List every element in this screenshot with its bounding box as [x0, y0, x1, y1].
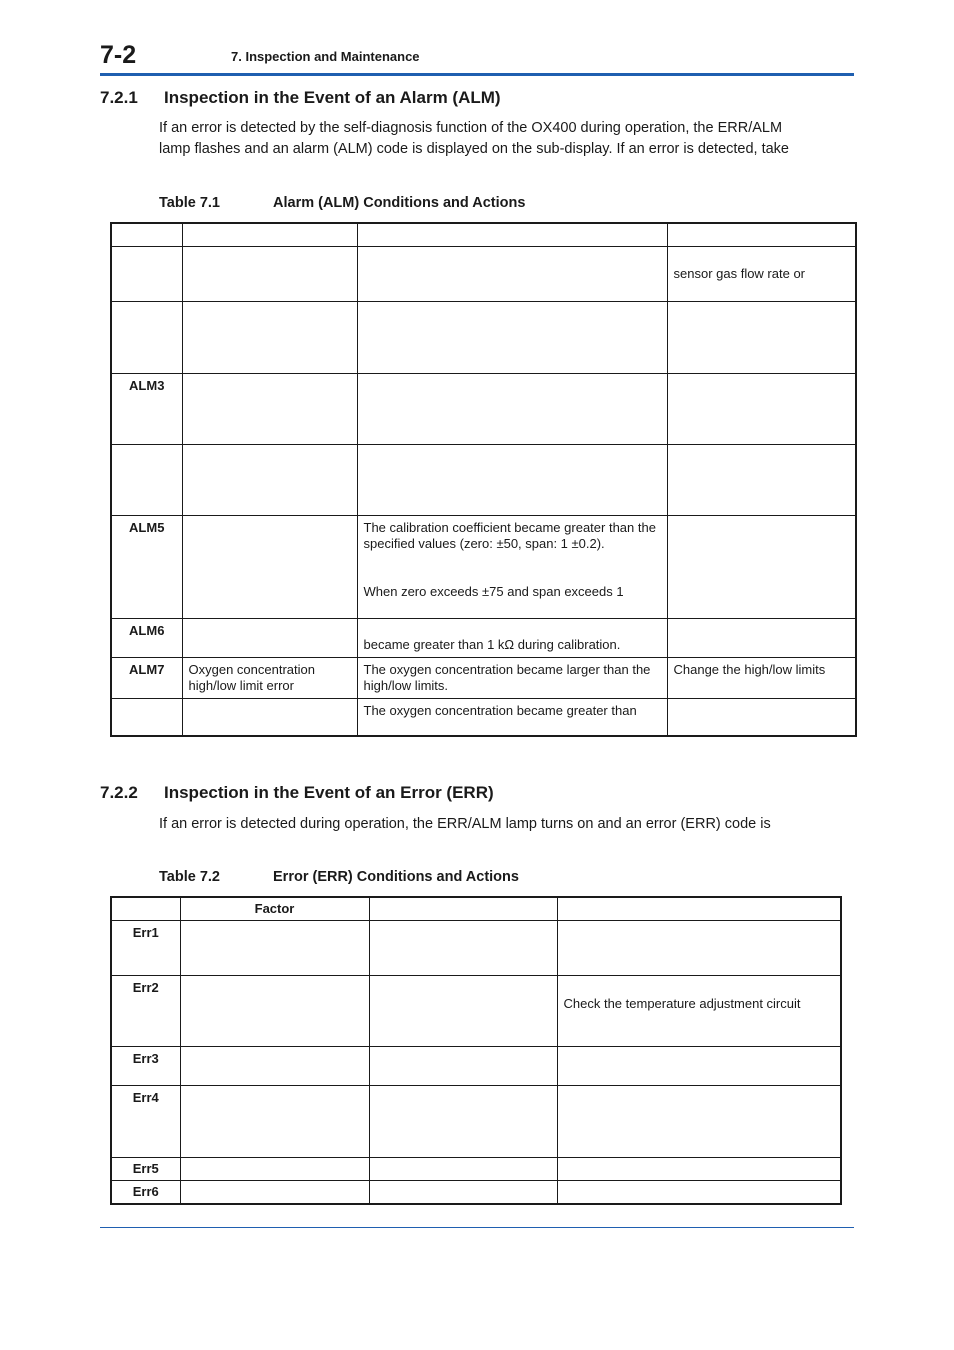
table-row	[111, 1158, 841, 1181]
factor-cell	[180, 1181, 369, 1205]
table-header-row	[111, 897, 841, 921]
chapter-title: 7. Inspection and Maintenance	[231, 49, 420, 64]
header-cell	[557, 897, 841, 921]
factor-cell: Oxygen concentration high/low limit error	[182, 657, 357, 698]
code-cell: Err4	[111, 1086, 180, 1158]
condition-cell	[357, 444, 667, 515]
action-cell	[667, 515, 856, 618]
header-cell	[667, 223, 856, 246]
code-cell: ALM5	[111, 515, 182, 618]
factor-cell	[182, 373, 357, 444]
table-row	[111, 698, 856, 736]
factor-cell	[180, 1086, 369, 1158]
section-1-paragraph	[159, 118, 849, 160]
page-number: 7-2	[100, 41, 137, 69]
table-row	[111, 444, 856, 515]
condition-cell	[369, 1086, 557, 1158]
factor-cell	[182, 246, 357, 301]
action-cell	[557, 1158, 841, 1181]
condition-cell: The oxygen concentration became larger than the high/low limits.	[357, 657, 667, 698]
factor-cell	[180, 921, 369, 976]
code-cell: Err2	[111, 976, 180, 1047]
table-row	[111, 1086, 841, 1158]
header-rule	[100, 73, 854, 76]
table-1-caption-label: Table 7.1	[159, 195, 220, 211]
factor-cell	[182, 698, 357, 736]
condition-cell	[369, 1158, 557, 1181]
code-cell: ALM7	[111, 657, 182, 698]
condition-extra-text: When zero exceeds ±75 and span exceeds 1	[363, 583, 624, 599]
paragraph-line: If an error is detected during operation, the ERR/ALM lamp turns on and an error (ERR) code is	[159, 816, 771, 832]
paragraph-line: If an error is detected by the self-diagnosis function of the OX400 during operation, the ERR/ALM	[159, 120, 783, 136]
action-cell: Change the high/low limits	[667, 657, 856, 698]
code-cell: Err1	[111, 921, 180, 976]
action-cell	[557, 976, 841, 1047]
footer-rule	[100, 1227, 854, 1228]
condition-cell	[357, 373, 667, 444]
action-cell	[557, 1047, 841, 1086]
code-cell	[111, 301, 182, 373]
action-text: Check the temperature adjustment circuit	[563, 996, 801, 1011]
code-cell	[111, 698, 182, 736]
header-cell	[369, 897, 557, 921]
factor-cell	[180, 1047, 369, 1086]
header-cell	[357, 223, 667, 246]
factor-cell	[182, 515, 357, 618]
table-row	[111, 373, 856, 444]
table-1-caption-title: Alarm (ALM) Conditions and Actions	[273, 195, 526, 211]
header-cell	[182, 223, 357, 246]
header-cell	[111, 897, 180, 921]
code-cell: ALM6	[111, 618, 182, 657]
condition-text: The calibration coefficient became greater than the specified values (zero: ±50, span: 1 ±0.2).	[363, 519, 656, 551]
condition-cell	[369, 921, 557, 976]
condition-cell	[357, 301, 667, 373]
condition-cell: became greater than 1 kΩ during calibration.	[357, 618, 667, 657]
header-cell	[111, 223, 182, 246]
section-1-number: 7.2.1	[100, 88, 138, 107]
section-2-number: 7.2.2	[100, 783, 138, 802]
error-table	[110, 896, 842, 1205]
table-row	[111, 921, 841, 976]
table-row	[111, 1181, 841, 1205]
action-cell	[667, 444, 856, 515]
table-row	[111, 618, 856, 657]
action-cell	[667, 618, 856, 657]
table-2-caption-title: Error (ERR) Conditions and Actions	[273, 869, 519, 885]
action-cell	[667, 373, 856, 444]
paragraph-line: lamp flashes and an alarm (ALM) code is displayed on the sub-display. If an error is detected, take	[159, 141, 789, 157]
condition-cell	[369, 1181, 557, 1205]
table-row	[111, 976, 841, 1047]
code-cell	[111, 444, 182, 515]
action-cell	[557, 1181, 841, 1205]
section-1-title: Inspection in the Event of an Alarm (ALM)	[164, 88, 501, 107]
section-2-title: Inspection in the Event of an Error (ERR)	[164, 783, 494, 802]
condition-cell	[357, 246, 667, 301]
factor-cell	[182, 301, 357, 373]
code-cell: Err5	[111, 1158, 180, 1181]
alarm-table	[110, 222, 857, 737]
condition-cell	[369, 1047, 557, 1086]
table-row	[111, 515, 856, 618]
table-row	[111, 246, 856, 301]
factor-cell	[180, 976, 369, 1047]
header-cell: Factor	[180, 897, 369, 921]
code-cell	[111, 246, 182, 301]
code-cell: Err3	[111, 1047, 180, 1086]
condition-cell	[357, 515, 667, 618]
action-cell	[557, 921, 841, 976]
factor-cell	[180, 1158, 369, 1181]
section-2-paragraph	[159, 814, 849, 835]
condition-cell	[369, 976, 557, 1047]
condition-cell: The oxygen concentration became greater than	[357, 698, 667, 736]
table-row	[111, 301, 856, 373]
code-cell: ALM3	[111, 373, 182, 444]
code-cell: Err6	[111, 1181, 180, 1205]
factor-cell	[182, 444, 357, 515]
table-2-caption-label: Table 7.2	[159, 869, 220, 885]
factor-cell	[182, 618, 357, 657]
action-cell: sensor gas flow rate or	[667, 246, 856, 301]
table-row	[111, 657, 856, 698]
table-row	[111, 1047, 841, 1086]
action-cell	[557, 1086, 841, 1158]
action-cell	[667, 698, 856, 736]
action-cell	[667, 301, 856, 373]
table-header-row	[111, 223, 856, 246]
